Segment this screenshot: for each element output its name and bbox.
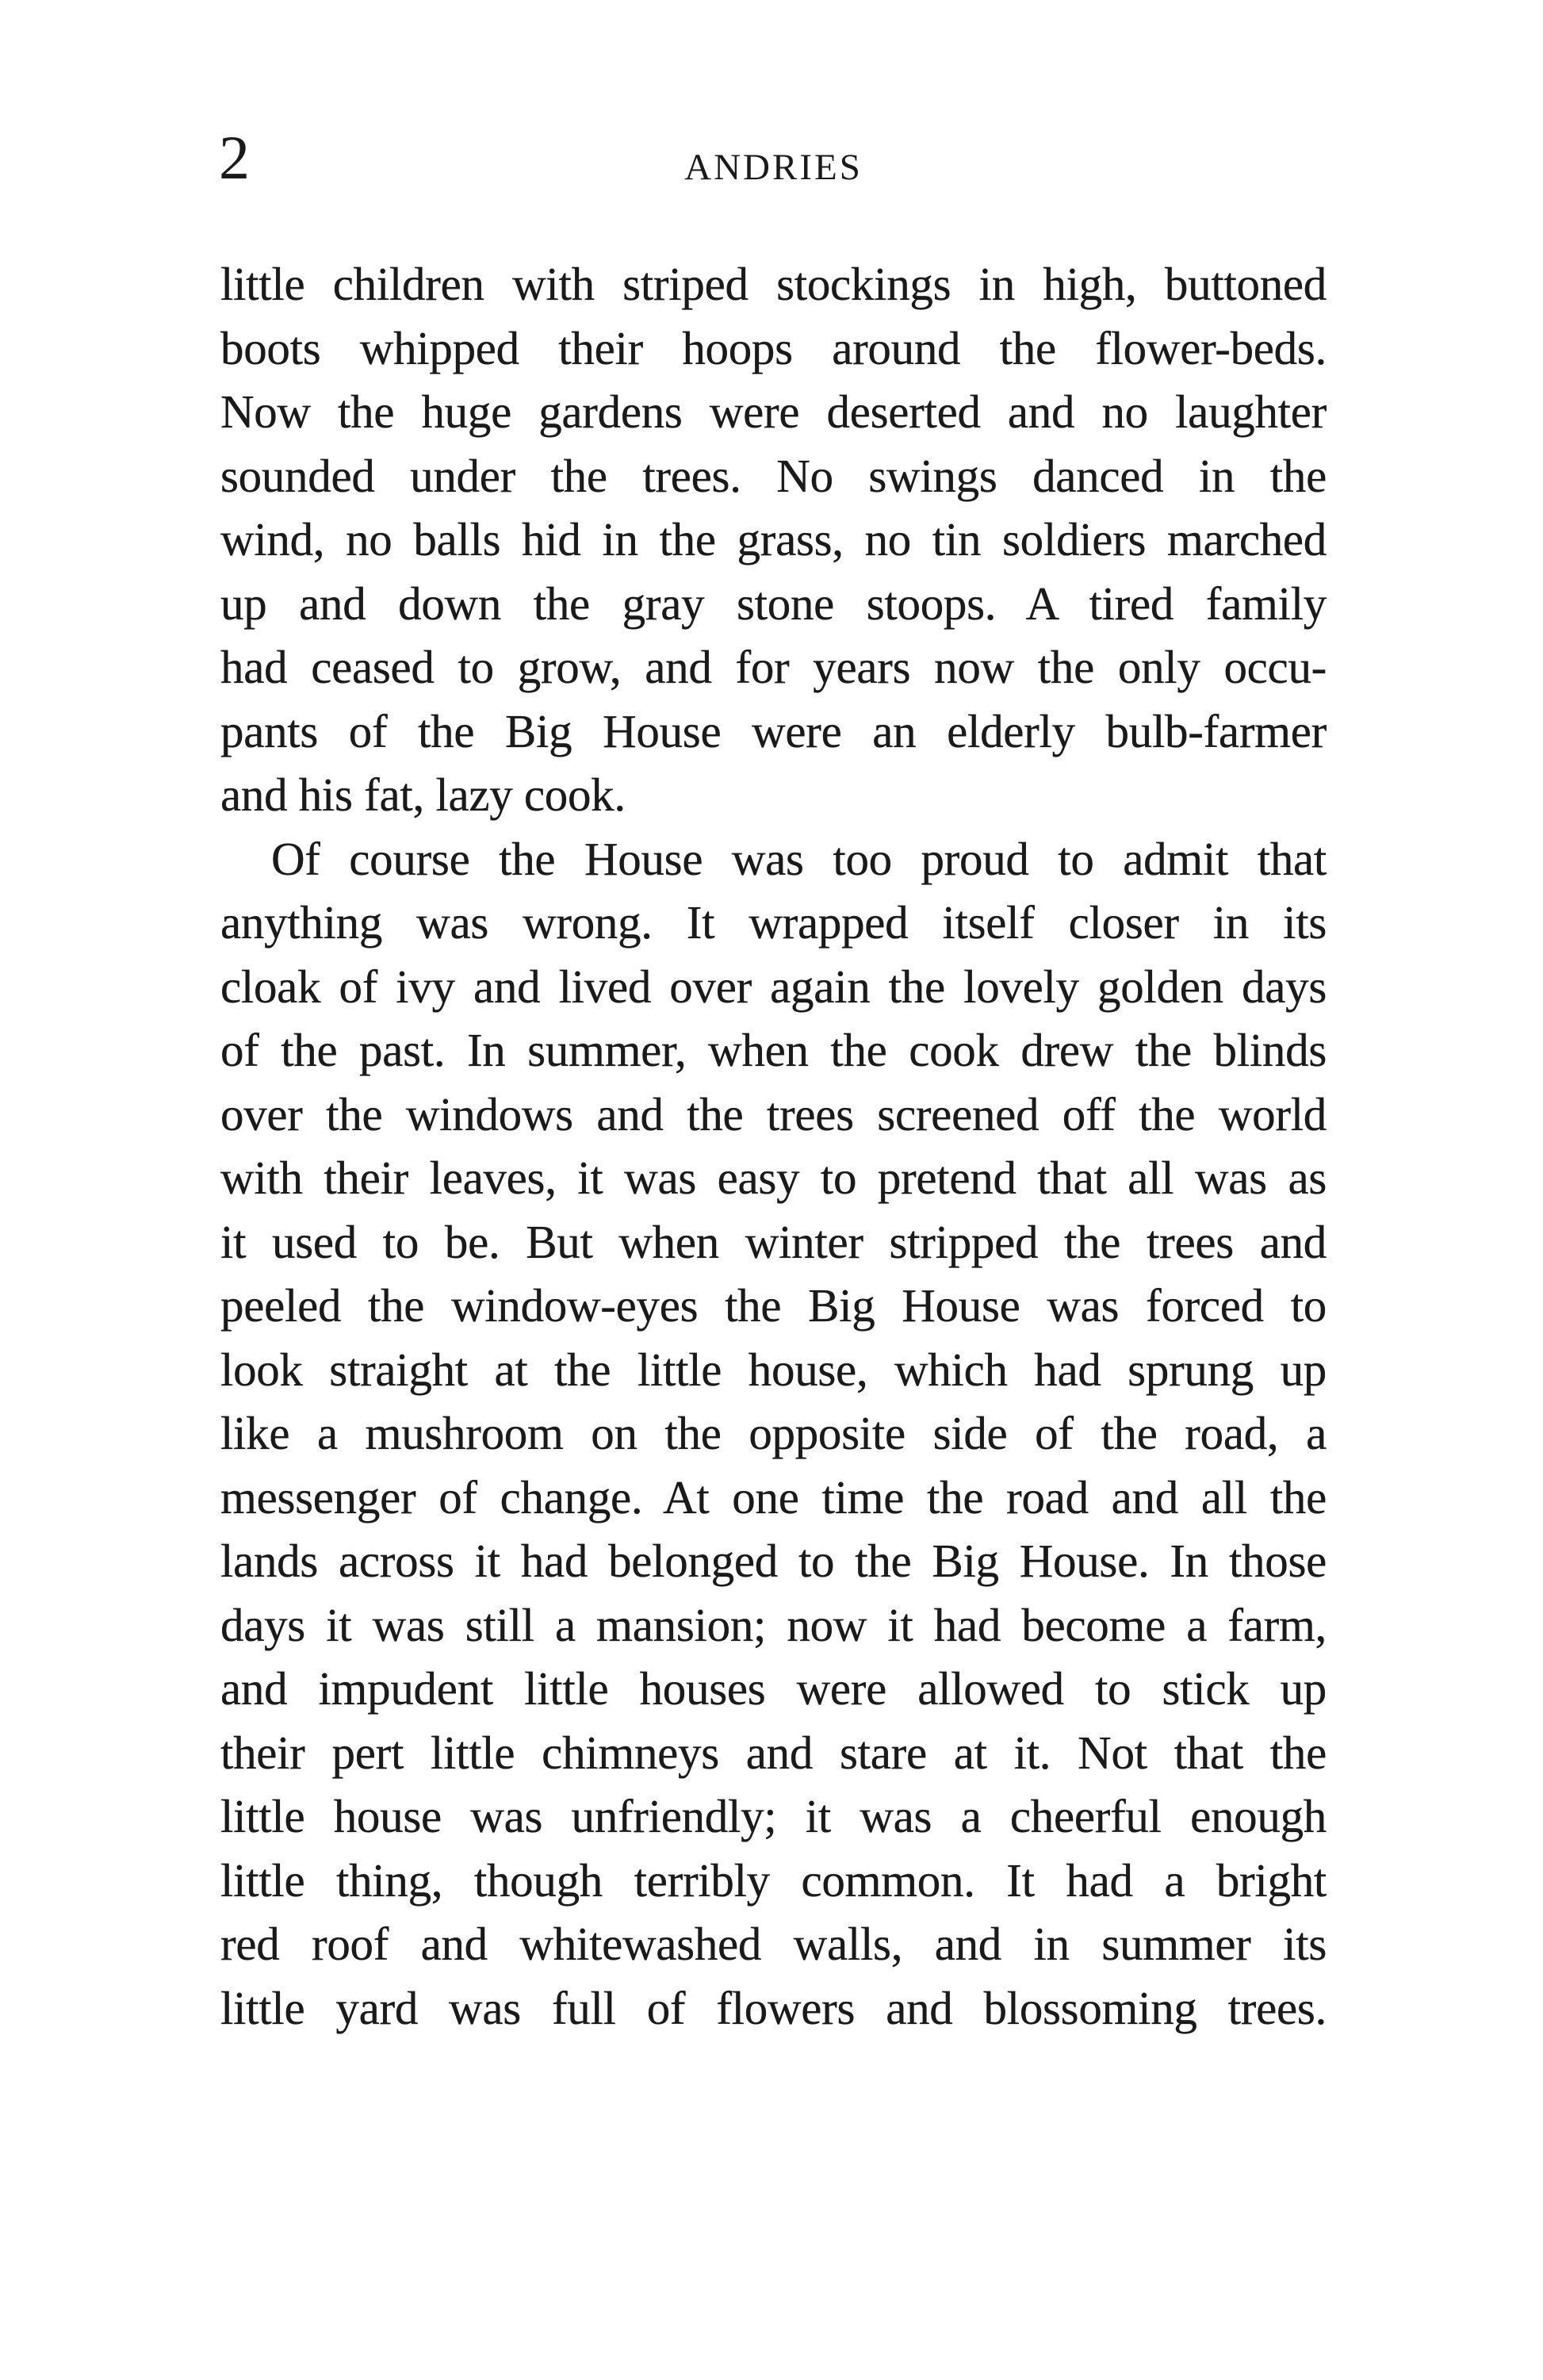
text-line: boots whipped their hoops around the flower-beds. [220,321,1327,374]
text-line: sounded under the trees. No swings danced in the [220,449,1327,502]
text-line: over the windows and the trees screened off the world [220,1087,1327,1140]
text-line: lands across it had belonged to the Big House. In those [220,1535,1327,1587]
text-line: Of course the House was too proud to admit that [271,832,1327,885]
body-text [220,252,1327,2040]
text-line: up and down the gray stone stoops. A tired family [220,577,1327,630]
text-line: little children with striped stockings in high, buttoned [220,258,1327,310]
text-line: anything was wrong. It wrapped itself closer in its [220,896,1327,949]
text-line: wind, no balls hid in the grass, no tin soldiers marched [220,513,1327,565]
text-line: of the past. In summer, when the cook drew the blinds [220,1024,1327,1076]
text-line: messenger of change. At one time the road and all the [220,1470,1327,1523]
text-line: little thing, though terribly common. It had a bright [220,1853,1327,1907]
text-line: with their leaves, it was easy to pretend that all was as [220,1152,1327,1204]
text-line: and his fat, lazy cook. [220,768,626,821]
text-line: peeled the window-eyes the Big House was forced to [220,1279,1327,1332]
page-number: 2 [219,123,250,192]
text-line: little yard was full of flowers and blossoming trees. [220,1981,1327,2034]
text-line: red roof and whitewashed walls, and in summer its [220,1918,1327,1970]
text-line: Now the huge gardens were deserted and no laughter [220,385,1327,438]
text-line: cloak of ivy and lived over again the lovely golden days [220,960,1327,1013]
text-line: and impudent little houses were allowed to stick up [220,1662,1327,1715]
text-line: it used to be. But when winter stripped the trees and [220,1215,1327,1268]
text-line: their pert little chimneys and stare at it. Not that the [220,1726,1327,1779]
text-line: little house was unfriendly; it was a cheerful enough [220,1790,1327,1842]
text-line: days it was still a mansion; now it had become a farm, [220,1598,1327,1651]
running-head: ANDRIES [684,147,863,188]
text-line: had ceased to grow, and for years now the only occu- [220,641,1327,693]
text-line: look straight at the little house, which had sprung up [220,1343,1327,1396]
text-line: like a mushroom on the opposite side of the road, a [220,1407,1327,1459]
text-line: pants of the Big House were an elderly bulb-farmer [220,704,1327,757]
